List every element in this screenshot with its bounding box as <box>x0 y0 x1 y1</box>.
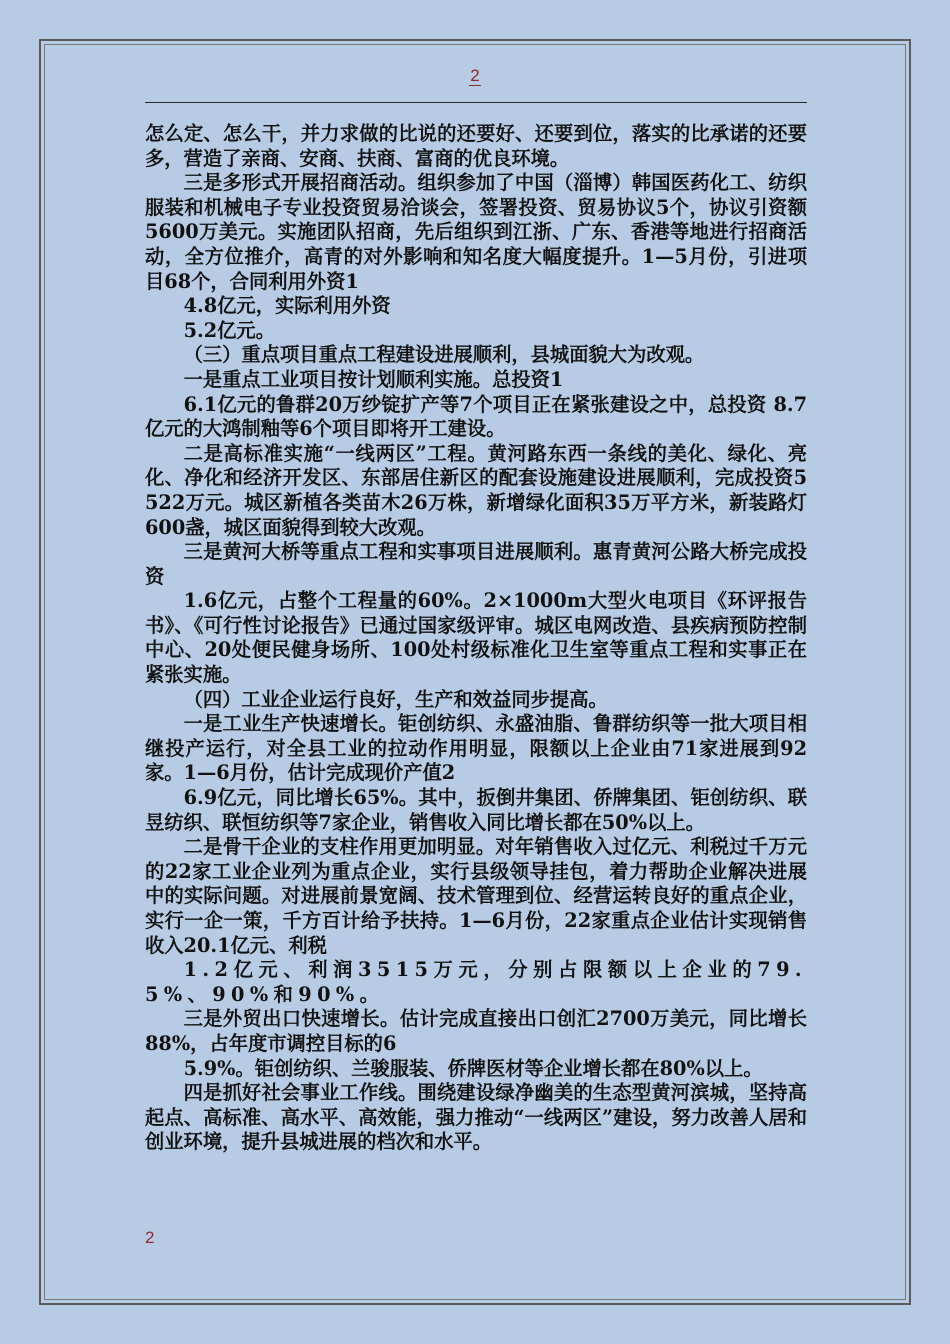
paragraph: 一是工业生产快速增长。钜创纺织、永盛油脂、鲁群纺织等一批大项目相继投产运行，对全县工业的拉动作用明显，限额以上企业由71家进展到92家。1—6月份，估计完成现价产值2 <box>145 712 807 785</box>
paragraph: 6.9亿元，同比增长65%。其中，扳倒井集团、侨牌集团、钜创纺织、联昱纺织、联恒纺织等7家企业，销售收入同比增长都在50%以上。 <box>145 786 807 834</box>
paragraph: 三是多形式开展招商活动。组织参加了中国（淄博）韩国医药化工、纺织服装和机械电子专业投资贸易洽谈会，签署投资、贸易协议5个，协议引资额5600万美元。实施团队招商，先后组织到江浙、广东、香港等地进行招商活动，全方位推介，高青的对外影响和知名度大幅度提升。1—5月份，引进项目68个，合同利用外资1 <box>145 171 807 293</box>
paragraph: 四是抓好社会事业工作线。围绕建设绿净幽美的生态型黄河滨城，坚持高起点、高标准、高水平、高效能，强力推动“一线两区”建设，努力改善人居和创业环境，提升县城进展的档次和水平。 <box>145 1081 807 1154</box>
paragraph: 怎么定、怎么干，并力求做的比说的还要好、还要到位，落实的比承诺的还要多，营造了亲商、安商、扶商、富商的优良环境。 <box>145 122 807 170</box>
footer-page-number: 2 <box>145 1228 155 1247</box>
paragraph: 二是骨干企业的支柱作用更加明显。对年销售收入过亿元、利税过千万元的22家工业企业列为重点企业，实行县级领导挂包，着力帮助企业解决进展中的实际问题。对进展前景宽阔、技术管理到位、经营运转良好的重点企业，实行一企一策，千方百计给予扶持。1—6月份，22家重点企业估计实现销售收入20.1亿元、利税 <box>145 835 807 957</box>
paragraph: 5.2亿元。 <box>183 318 275 342</box>
paragraph: （四）工业企业运行良好，生产和效益同步提高。 <box>183 687 608 711</box>
header-page-number <box>0 64 950 88</box>
paragraph: 4.8亿元，实际利用外资 <box>183 294 391 318</box>
header-page-number-text: 2 <box>470 66 480 85</box>
paragraph: 二是高标准实施“一线两区”工程。黄河路东西一条线的美化、绿化、亮化、净化和经济开发区、东部居住新区的配套设施建设进展顺利，完成投资5522万元。城区新植各类苗木26万株，新增绿化面积35万平方米，新装路灯600盏，城区面貌得到较大改观。 <box>145 441 807 539</box>
paragraph: 6.1亿元的鲁群20万纱锭扩产等7个项目正在紧张建设之中，总投资 8.7亿元的大鸿制釉等6个项目即将开工建设。 <box>145 392 807 441</box>
paragraph: 1.6亿元，占整个工程量的60%。2×1000m大型火电项目《环评报告书》、《可行性讨论报告》已通过国家级评审。城区电网改造、县疾病预防控制中心、20处便民健身场所、100处村级标准化卫生室等重点工程和实事正在紧张实施。 <box>145 589 807 687</box>
paragraph: 三是外贸出口快速增长。估计完成直接出口创汇2700万美元，同比增长88%，占年度市调控目标的6 <box>145 1007 807 1055</box>
paragraph: 1.2亿元、利润3515万元，分别占限额以上企业的79.5%、90%和90%。 <box>145 958 807 1006</box>
paragraph: 5.9%。钜创纺织、兰骏服装、侨牌医材等企业增长都在80%以上。 <box>183 1056 763 1080</box>
paragraph: （三）重点项目重点工程建设进展顺利，县城面貌大为改观。 <box>183 343 705 367</box>
header-rule <box>145 102 807 103</box>
paragraph: 三是黄河大桥等重点工程和实事项目进展顺利。惠青黄河公路大桥完成投资 <box>145 540 807 588</box>
document-body <box>145 122 807 1155</box>
paragraph: 一是重点工业项目按计划顺利实施。总投资1 <box>183 367 564 391</box>
